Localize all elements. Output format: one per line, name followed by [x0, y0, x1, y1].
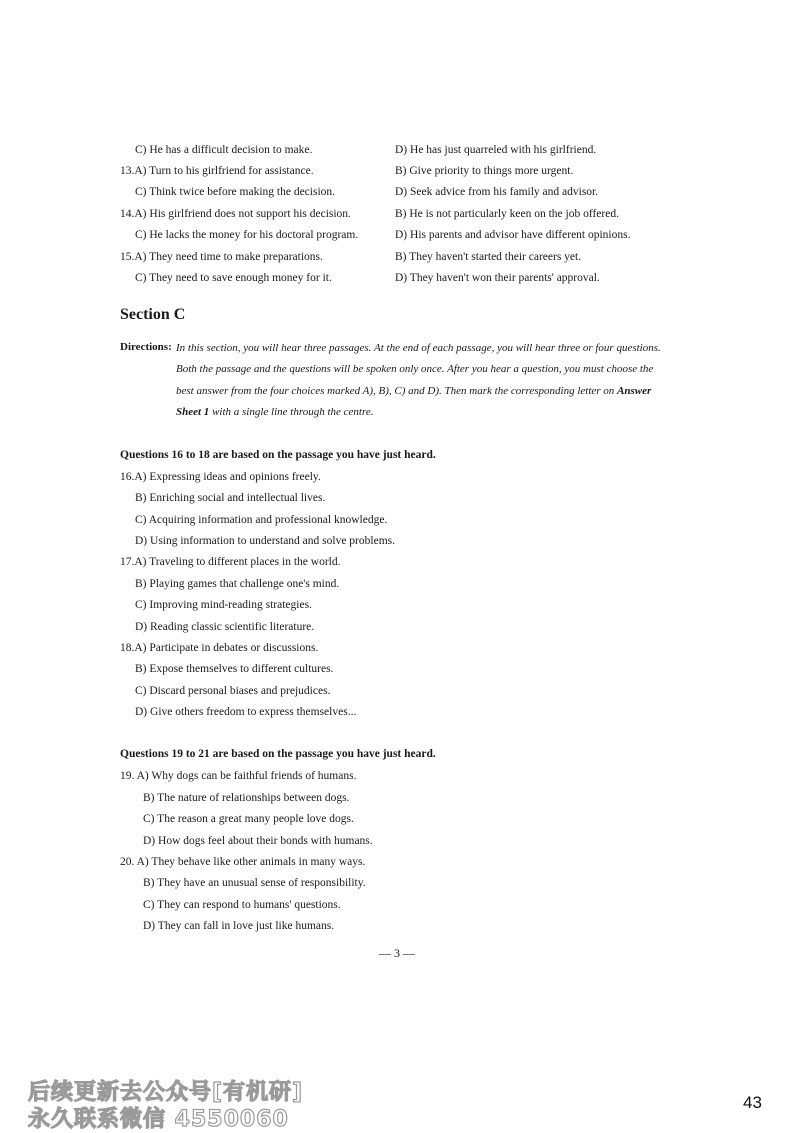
option-20b: B) They have an unusual sense of responsibility. — [143, 877, 366, 889]
option-12c: C) He has a difficult decision to make. — [135, 144, 313, 156]
option-15b: B) They haven't started their careers yet. — [395, 251, 582, 263]
directions-answer-bold: Answer — [617, 385, 652, 397]
option-15d: D) They haven't won their parents' approval. — [395, 272, 600, 284]
directions-line-2: Both the passage and the questions will be spoken only once. After you hear a question, you must choose the — [176, 363, 654, 375]
corner-page-number: 43 — [743, 1093, 762, 1112]
option-20c: C) They can respond to humans' questions. — [143, 899, 341, 911]
option-13c: C) Think twice before making the decision. — [135, 186, 336, 198]
group2-heading: Questions 19 to 21 are based on the passage you have just heard. — [120, 748, 436, 760]
option-16c: C) Acquiring information and professional knowledge. — [135, 514, 388, 526]
option-18c: C) Discard personal biases and prejudices. — [135, 685, 331, 697]
option-19c: C) The reason a great many people love dogs. — [143, 813, 354, 825]
option-16b: B) Enriching social and intellectual lives. — [135, 492, 326, 504]
option-18a: 18.A) Participate in debates or discussions. — [120, 642, 319, 654]
option-17d: D) Reading classic scientific literature. — [135, 621, 315, 633]
directions-line-4 — [176, 405, 373, 419]
watermark-line-2: 永久联系微信 4550060 — [28, 1107, 289, 1132]
group1-heading: Questions 16 to 18 are based on the passage you have just heard. — [120, 449, 436, 461]
option-14c: C) He lacks the money for his doctoral program. — [135, 229, 359, 241]
option-13b: B) Give priority to things more urgent. — [395, 165, 574, 177]
option-20a: 20. A) They behave like other animals in many ways. — [120, 856, 366, 868]
option-18b: B) Expose themselves to different cultures. — [135, 663, 334, 675]
option-19d: D) How dogs feel about their bonds with humans. — [143, 835, 373, 847]
option-14b: B) He is not particularly keen on the job offered. — [395, 208, 619, 220]
directions-line-3 — [176, 384, 651, 398]
option-15c: C) They need to save enough money for it. — [135, 272, 332, 284]
directions-label: Directions: — [120, 341, 172, 353]
option-19a: 19. A) Why dogs can be faithful friends of humans. — [120, 770, 357, 782]
directions-line-1: In this section, you will hear three passages. At the end of each passage, you will hear three or four questions. — [176, 342, 661, 354]
option-18d: D) Give others freedom to express themselves... — [135, 706, 357, 718]
option-16d: D) Using information to understand and solve problems. — [135, 535, 395, 547]
page-number: — 3 — — [379, 946, 415, 960]
option-17b: B) Playing games that challenge one's mind. — [135, 578, 340, 590]
directions-line-4-text: with a single line through the centre. — [209, 406, 374, 418]
option-13d: D) Seek advice from his family and advisor. — [395, 186, 599, 198]
directions-line-3-text: best answer from the four choices marked A), B), C) and D). Then mark the corresponding letter on — [176, 385, 618, 397]
option-12d: D) He has just quarreled with his girlfriend. — [395, 144, 597, 156]
option-13a: 13.A) Turn to his girlfriend for assistance. — [120, 165, 314, 177]
option-19b: B) The nature of relationships between dogs. — [143, 792, 350, 804]
section-title: Section C — [120, 306, 186, 323]
option-14d: D) His parents and advisor have different opinions. — [395, 229, 631, 241]
option-14a: 14.A) His girlfriend does not support his decision. — [120, 208, 351, 220]
option-16a: 16.A) Expressing ideas and opinions freely. — [120, 471, 321, 483]
option-20d: D) They can fall in love just like humans. — [143, 920, 335, 932]
watermark-line-1: 后续更新去公众号[有机研] — [28, 1080, 304, 1105]
directions-sheet-bold: Sheet 1 — [176, 406, 210, 418]
option-17c: C) Improving mind-reading strategies. — [135, 599, 312, 611]
option-15a: 15.A) They need time to make preparations. — [120, 251, 323, 263]
option-17a: 17.A) Traveling to different places in the world. — [120, 556, 341, 568]
